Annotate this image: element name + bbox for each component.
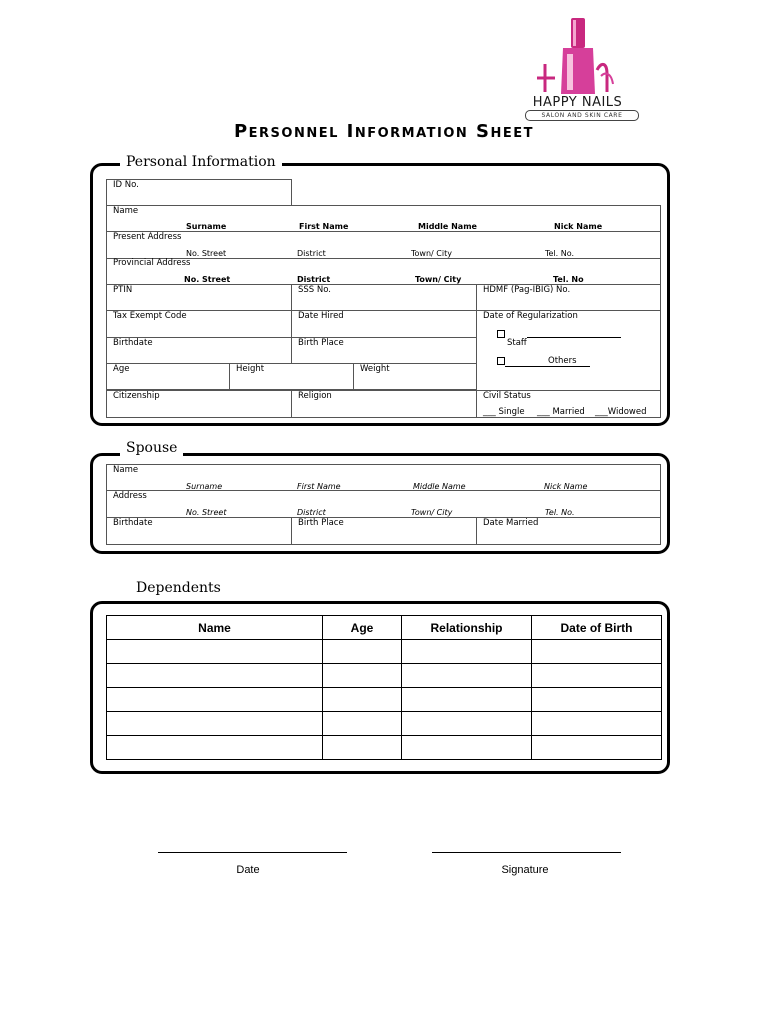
- brand-tagline: SALON AND SKIN CARE: [525, 110, 639, 121]
- col-dob-header: Date of Birth: [532, 616, 662, 640]
- dependent-relationship-cell[interactable]: [402, 736, 532, 760]
- present-street-sublabel: No. Street: [186, 249, 227, 258]
- spouse-middle-name-sublabel: Middle Name: [413, 482, 466, 491]
- present-address-label: Present Address: [113, 232, 182, 242]
- civil-single-option[interactable]: ___ Single: [483, 407, 525, 417]
- id-no-label: ID No.: [113, 180, 139, 190]
- dependent-name-cell[interactable]: [107, 688, 323, 712]
- provincial-district-sublabel: District: [297, 275, 331, 284]
- page-title: Personnel Information Sheet: [233, 121, 535, 142]
- present-tel-sublabel: Tel. No.: [545, 249, 575, 258]
- provincial-town-sublabel: Town/ City: [415, 275, 462, 284]
- name-label: Name: [113, 206, 139, 216]
- col-age-header: Age: [323, 616, 402, 640]
- dependent-dob-cell[interactable]: [532, 736, 662, 760]
- birthdate-label: Birthdate: [113, 338, 153, 348]
- signature-label: Signature: [501, 864, 549, 876]
- spouse-district-sublabel: District: [297, 508, 326, 517]
- civil-status-label: Civil Status: [483, 391, 531, 401]
- date-line[interactable]: [158, 852, 347, 853]
- religion-label: Religion: [298, 391, 332, 401]
- brand-name: HAPPY NAILS: [532, 95, 623, 110]
- dependent-age-cell[interactable]: [323, 688, 402, 712]
- dependent-age-cell[interactable]: [323, 664, 402, 688]
- dependent-dob-cell[interactable]: [532, 640, 662, 664]
- table-row: [107, 688, 662, 712]
- dependent-dob-cell[interactable]: [532, 688, 662, 712]
- age-label: Age: [113, 364, 130, 374]
- spouse-tel-sublabel: Tel. No.: [545, 508, 575, 517]
- others-label: Others: [548, 356, 577, 366]
- dependent-relationship-cell[interactable]: [402, 688, 532, 712]
- dependent-name-cell[interactable]: [107, 736, 323, 760]
- middle-name-sublabel: Middle Name: [418, 222, 477, 231]
- provincial-street-sublabel: No. Street: [184, 275, 231, 284]
- present-district-sublabel: District: [297, 249, 326, 258]
- spouse-birthdate-label: Birthdate: [113, 518, 153, 528]
- spouse-town-sublabel: Town/ City: [411, 508, 453, 517]
- table-row: [107, 712, 662, 736]
- others-line[interactable]: [505, 366, 590, 367]
- date-hired-label: Date Hired: [298, 311, 344, 321]
- signature-line[interactable]: [432, 852, 621, 853]
- spouse-date-married-label: Date Married: [483, 518, 539, 528]
- spouse-first-name-sublabel: First Name: [297, 482, 341, 491]
- civil-widowed-option[interactable]: ___Widowed: [595, 407, 647, 417]
- table-row: [107, 664, 662, 688]
- dependent-relationship-cell[interactable]: [402, 640, 532, 664]
- present-town-sublabel: Town/ City: [411, 249, 452, 258]
- regularization-field: [476, 310, 661, 391]
- staff-line[interactable]: [527, 337, 621, 338]
- provincial-address-label: Provincial Address: [113, 258, 191, 268]
- ptin-label: PTIN: [113, 285, 133, 295]
- col-relationship-header: Relationship: [402, 616, 532, 640]
- citizenship-label: Citizenship: [113, 391, 160, 401]
- dependent-name-cell[interactable]: [107, 664, 323, 688]
- regularization-label: Date of Regularization: [483, 311, 578, 321]
- tax-exempt-label: Tax Exempt Code: [113, 311, 187, 321]
- spouse-name-label: Name: [113, 465, 139, 475]
- dependent-name-cell[interactable]: [107, 640, 323, 664]
- spouse-nick-name-sublabel: Nick Name: [544, 482, 588, 491]
- dependent-age-cell[interactable]: [323, 712, 402, 736]
- dependent-name-cell[interactable]: [107, 712, 323, 736]
- ptin-field[interactable]: [106, 284, 292, 311]
- hdmf-label: HDMF (Pag-IBIG) No.: [483, 285, 571, 295]
- dependents-table: [106, 615, 662, 760]
- dependents-legend: Dependents: [130, 580, 227, 596]
- others-checkbox[interactable]: [497, 357, 505, 365]
- spouse-surname-sublabel: Surname: [186, 482, 223, 491]
- civil-married-option[interactable]: ___ Married: [537, 407, 585, 417]
- birth-place-label: Birth Place: [298, 338, 344, 348]
- spouse-address-label: Address: [113, 491, 147, 501]
- dependent-age-cell[interactable]: [323, 736, 402, 760]
- staff-checkbox[interactable]: [497, 330, 505, 338]
- dependent-relationship-cell[interactable]: [402, 712, 532, 736]
- spouse-street-sublabel: No. Street: [186, 508, 227, 517]
- sss-label: SSS No.: [298, 285, 331, 295]
- table-row: [107, 640, 662, 664]
- dependent-relationship-cell[interactable]: [402, 664, 532, 688]
- dependent-age-cell[interactable]: [323, 640, 402, 664]
- spouse-birth-place-label: Birth Place: [298, 518, 344, 528]
- personal-info-legend: Personal Information: [120, 154, 282, 170]
- table-row: [107, 736, 662, 760]
- surname-sublabel: Surname: [186, 222, 227, 231]
- date-label: Date: [236, 864, 260, 876]
- nick-name-sublabel: Nick Name: [554, 222, 603, 231]
- staff-label: Staff: [507, 338, 527, 348]
- dependent-dob-cell[interactable]: [532, 664, 662, 688]
- provincial-tel-sublabel: Tel. No: [553, 275, 584, 284]
- dependent-dob-cell[interactable]: [532, 712, 662, 736]
- height-label: Height: [236, 364, 265, 374]
- dependents-header-row: [107, 616, 662, 640]
- weight-label: Weight: [360, 364, 390, 374]
- spouse-legend: Spouse: [120, 440, 183, 456]
- first-name-sublabel: First Name: [299, 222, 349, 231]
- col-name-header: Name: [107, 616, 323, 640]
